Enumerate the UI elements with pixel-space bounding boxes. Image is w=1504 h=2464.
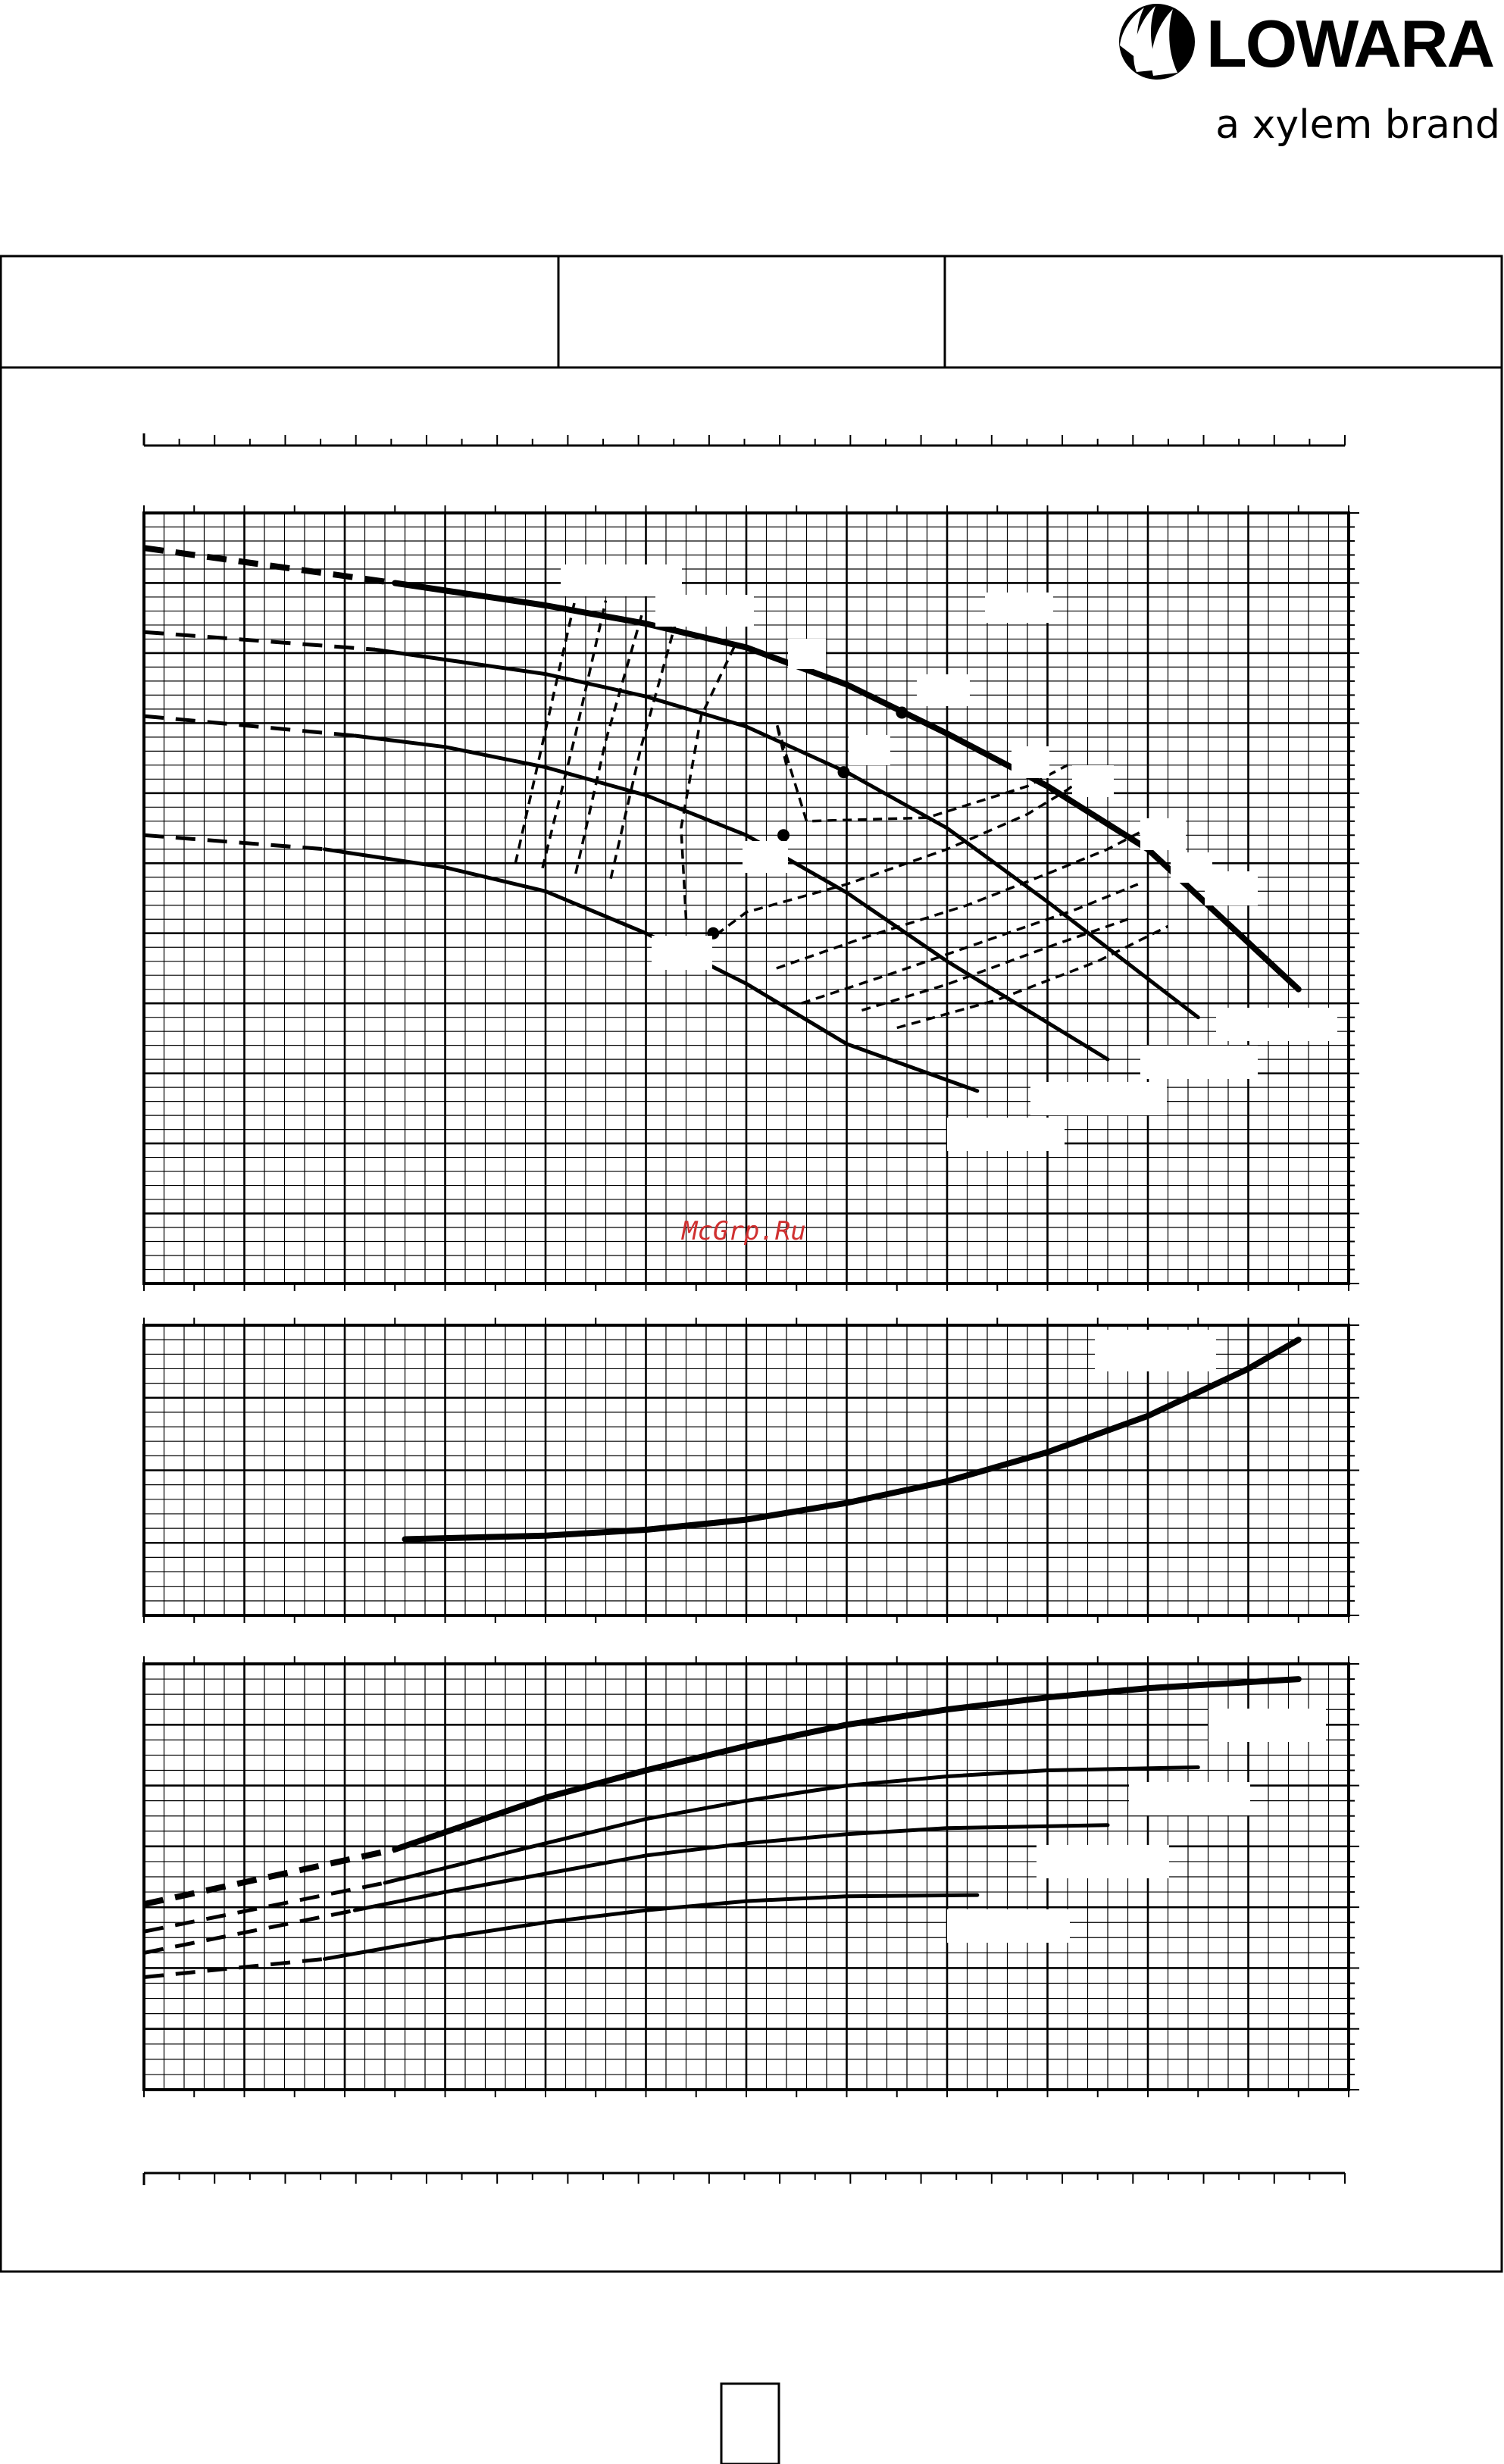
page-number-box [721, 2384, 779, 2464]
npsh-chart-panel [144, 1318, 1359, 1623]
label-box [849, 735, 890, 765]
top-flow-scale [144, 433, 1345, 446]
label-box [561, 564, 682, 596]
power-chart-panel [144, 1656, 1359, 2097]
curve-line [355, 1825, 1108, 1910]
label-box [1012, 746, 1049, 778]
head-curves [144, 548, 1299, 1091]
brand-tagline: a xylem brand [1215, 102, 1500, 148]
curve-line [325, 849, 977, 1091]
label-box [652, 936, 712, 970]
label-box [985, 593, 1053, 623]
npsh-label-boxes [1095, 1330, 1216, 1371]
label-box [1037, 1845, 1169, 1878]
head-efficiency-contours [515, 597, 1168, 1028]
label-box [1216, 1008, 1337, 1041]
label-box [947, 1909, 1070, 1943]
watermark-text: McGrp.Ru [682, 1216, 806, 1246]
label-box [1140, 818, 1186, 850]
operating-point-marker [777, 829, 790, 841]
efficiency-contour-line [543, 601, 606, 868]
bottom-flow-scale [144, 2173, 1345, 2185]
curve-extrapolated-segment [144, 1910, 355, 1953]
label-box [743, 841, 788, 873]
label-box [655, 595, 754, 627]
label-box [1072, 765, 1114, 797]
curve-extrapolated-segment [144, 632, 375, 649]
label-box [947, 1118, 1065, 1151]
brand-name: LOWARA [1206, 6, 1494, 81]
operating-point-marker [896, 706, 908, 718]
label-box [917, 674, 970, 706]
efficiency-contour-line [681, 643, 736, 919]
curve-line [355, 736, 1108, 1059]
curve-extrapolated-segment [144, 716, 355, 736]
label-box [788, 639, 826, 669]
label-box [1030, 1082, 1167, 1115]
curve-line [325, 1895, 977, 1959]
operating-point-marker [838, 766, 850, 778]
curve-extrapolated-segment [144, 835, 325, 849]
label-box [1095, 1330, 1216, 1371]
label-box [1129, 1782, 1250, 1815]
label-box [1209, 1709, 1326, 1742]
curve-extrapolated-segment [144, 548, 395, 583]
head-chart-panel [144, 505, 1359, 1291]
label-box [1205, 871, 1258, 905]
label-box [1140, 1046, 1258, 1079]
